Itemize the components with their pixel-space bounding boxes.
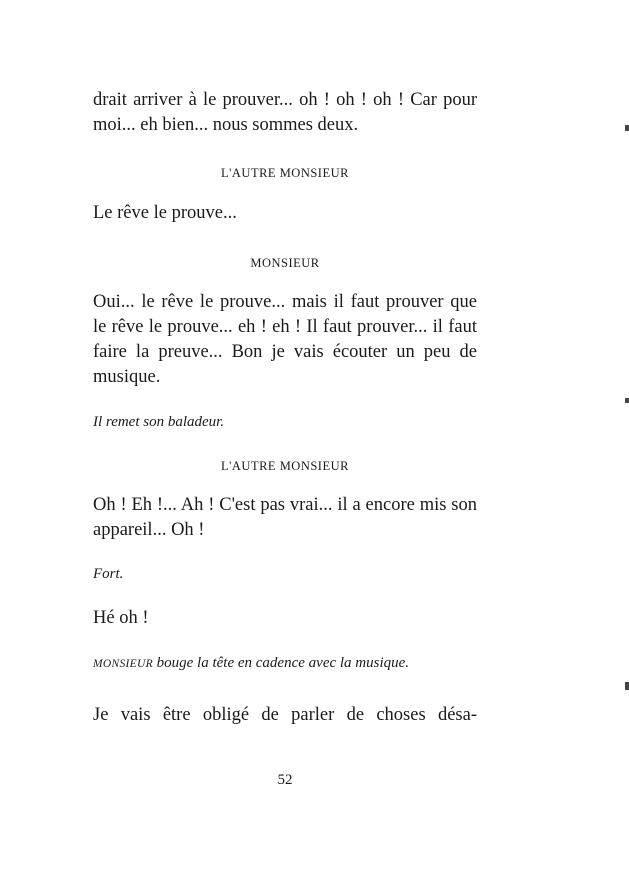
speaker-name: MONSIEUR <box>250 256 320 270</box>
stage-speaker-name: MONSIEUR <box>93 658 153 670</box>
text-line: faire la preuve... Bon je vais écouter un peu de <box>93 342 477 362</box>
scan-edge-mark <box>625 682 629 690</box>
text-line: moi... eh bien... nous sommes deux. <box>93 115 359 135</box>
text-line: musique. <box>93 367 161 387</box>
stage-direction-text: bouge la tête en cadence avec la musique. <box>152 655 410 671</box>
text-line: le rêve le prouve... eh ! eh ! Il faut prouver... il faut <box>93 317 477 337</box>
stage-direction <box>93 653 493 674</box>
dialogue-line: Le rêve le prouve... <box>93 203 237 223</box>
scan-edge-mark <box>625 398 629 403</box>
stage-direction: Il remet son baladeur. <box>93 414 225 430</box>
page-number: 52 <box>277 772 293 788</box>
text-line: Je vais être obligé de parler de choses désa- <box>93 705 477 725</box>
text-line: appareil... Oh ! <box>93 520 205 540</box>
stage-direction: Fort. <box>93 566 124 582</box>
speaker-name: L'AUTRE MONSIEUR <box>221 459 349 473</box>
scan-edge-mark <box>625 125 629 131</box>
text-line: Oh ! Eh !... Ah ! C'est pas vrai... il a encore mis son <box>93 495 477 515</box>
text-line: Oui... le rêve le prouve... mais il faut prouver que <box>93 292 477 312</box>
speaker-name: L'AUTRE MONSIEUR <box>221 166 349 180</box>
dialogue-line: Hé oh ! <box>93 608 149 628</box>
text-line: drait arriver à le prouver... oh ! oh ! oh ! Car pour <box>93 90 477 110</box>
